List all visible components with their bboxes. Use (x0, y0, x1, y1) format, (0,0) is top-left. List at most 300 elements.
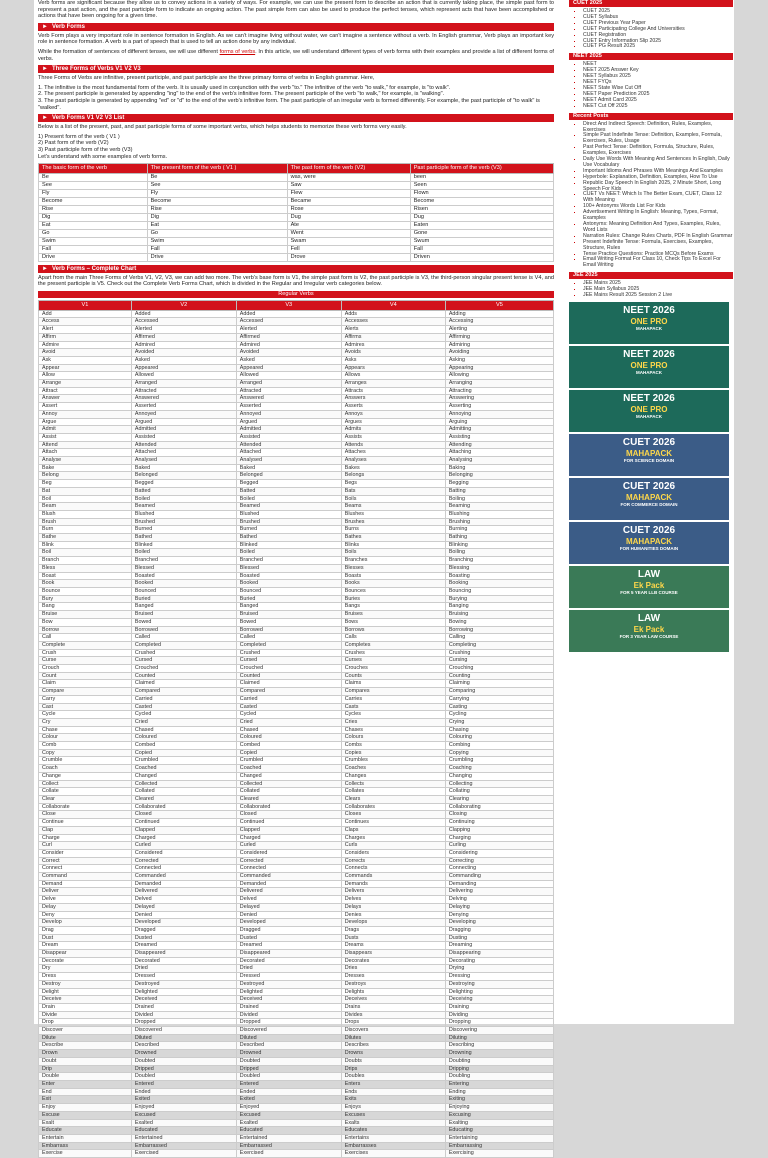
table-cell: Begs (341, 480, 445, 488)
table-cell: Boiling (445, 549, 553, 557)
table-cell: Belonging (445, 472, 553, 480)
table-cell: Bows (341, 618, 445, 626)
table-cell: Booking (445, 580, 553, 588)
table-cell: Cast (39, 703, 132, 711)
table-cell: Delved (236, 896, 341, 904)
table-cell: Dreaming (445, 942, 553, 950)
table-cell: Describes (341, 1042, 445, 1050)
table-cell: Exalt (39, 1119, 132, 1127)
table-body (39, 173, 554, 261)
table-cell: Comb (39, 742, 132, 750)
table-cell: Dressed (131, 973, 236, 981)
table-row (39, 572, 554, 580)
table-cell: Collect (39, 780, 132, 788)
promo-banner[interactable] (569, 434, 729, 476)
table-row (39, 950, 554, 958)
table-cell: Entertain (39, 1134, 132, 1142)
table-row (39, 1119, 554, 1127)
sidebar-link-label: CUET Entry Information Slip 2025 (583, 37, 662, 44)
table-cell: Swim (39, 237, 148, 245)
table-cell: Dripping (445, 1065, 553, 1073)
promo-banner[interactable] (569, 566, 729, 608)
sidebar-link-label: CUET Syllabus (583, 13, 619, 20)
table-row (39, 980, 554, 988)
promo-banner[interactable] (569, 610, 729, 652)
table-cell: Crush (39, 649, 132, 657)
sidebar-list (569, 62, 733, 109)
table-cell: Educate (39, 1127, 132, 1135)
table-row (39, 229, 554, 237)
table-cell: Collaborated (131, 803, 236, 811)
table-cell: Buries (341, 595, 445, 603)
table-row (39, 1096, 554, 1104)
list-item: 3. The past participle is generated by appending "ed" or "d" to the end of the verb's infinitive form. The past participle of an irregular verb is formed differently. For example, the past participle of "to walk" is "walked". (38, 97, 540, 111)
intro-paragraph: Verb forms are significant because they allow us to convey actions in a variety of ways. For example, we can use the present form to describe an action that is currently taking place, the simple past form to represent a past action, and the past participle form to indicate an ongoing action. The past simple form can also be used to produce the perfect tenses, which represent acts that have been accomplished or actions that have been ongoing for a given time. (38, 0, 554, 20)
table-cell: Developing (445, 919, 553, 927)
table-row (39, 1011, 554, 1019)
table-cell: Argued (131, 418, 236, 426)
table-cell: Drag (39, 926, 132, 934)
table-cell: Delays (341, 903, 445, 911)
table-row (39, 896, 554, 904)
sidebar-link-label: Past Perfect Tense: Definition, Formula, Structure, Rules, Examples, Exercises (583, 144, 715, 157)
table-cell: Copies (341, 749, 445, 757)
table-cell: Entertains (341, 1134, 445, 1142)
table-cell: Ending (445, 1088, 553, 1096)
banner-line-2: ONE PRO (630, 404, 668, 414)
table-cell: Asserting (445, 403, 553, 411)
table-cell: Claiming (445, 680, 553, 688)
table-cell: Dried (131, 965, 236, 973)
table-cell: Exercising (445, 1150, 553, 1158)
table-cell: Disappearing (445, 950, 553, 958)
table-cell: Bruising (445, 611, 553, 619)
table-cell: Dream (39, 942, 132, 950)
list-item: 2. The present participle is generated by appending "ing" to the end of the verb's infinitive form. The present participle of the verb "to walk," for example, is "walking". (38, 91, 445, 98)
table-cell: Attaches (341, 449, 445, 457)
table-row (39, 742, 554, 750)
table-cell: Cleared (236, 795, 341, 803)
sidebar-link-label: 100+ Antonyms Words List For Kids (583, 203, 666, 210)
table-cell: Crumbling (445, 757, 553, 765)
table-cell: Banged (236, 603, 341, 611)
table-row (39, 695, 554, 703)
table-cell: Casted (236, 703, 341, 711)
table-cell: Calls (341, 634, 445, 642)
table-cell: Comparing (445, 688, 553, 696)
table-cell: Demand (39, 880, 132, 888)
table-row (39, 873, 554, 881)
table-cell: Delivering (445, 888, 553, 896)
table-cell: Entered (131, 1081, 236, 1089)
table-cell: Brush (39, 518, 132, 526)
table-row (39, 626, 554, 634)
table-cell: Curled (236, 842, 341, 850)
table-cell: Cries (341, 718, 445, 726)
promo-banner[interactable] (569, 522, 729, 564)
table-cell: Boiling (445, 495, 553, 503)
table-row (39, 1104, 554, 1112)
table-cell: Crouched (131, 665, 236, 673)
sidebar-link-label: CUET Vs NEET: Which Is The Better Exam, CUET, Class 12 With Meaning (583, 191, 722, 204)
table-cell: Call (39, 634, 132, 642)
table-cell: Decorated (236, 957, 341, 965)
table-cell: Delivered (131, 888, 236, 896)
banner-line-3: MAHAPACK (636, 369, 662, 375)
sidebar-link[interactable] (583, 257, 733, 269)
table-cell: Admired (236, 341, 341, 349)
table-cell: Crouching (445, 665, 553, 673)
table-cell: Flown (410, 189, 553, 197)
table-cell: Fell (287, 245, 410, 253)
sidebar-link[interactable] (583, 44, 733, 50)
table-cell: Completes (341, 641, 445, 649)
table-cell: Dry (39, 965, 132, 973)
table-cell: Argue (39, 418, 132, 426)
table-row (39, 495, 554, 503)
table-cell: Delve (39, 896, 132, 904)
table-cell: Bounces (341, 588, 445, 596)
table-cell: Collaborates (341, 803, 445, 811)
table-cell: Flew (287, 189, 410, 197)
banner-line-3: FOR COMMERCE DOMAIN (620, 501, 678, 507)
table-cell: Claim (39, 680, 132, 688)
banner-line-1: NEET 2026 (623, 304, 675, 316)
table-cell: Asserted (131, 403, 236, 411)
table-cell: Deceived (236, 996, 341, 1004)
table-cell: Baked (236, 464, 341, 472)
banner-line-2: MAHAPACK (625, 492, 673, 502)
table-cell: Chased (236, 726, 341, 734)
table-cell: Disappear (39, 950, 132, 958)
table-cell: Bounced (131, 588, 236, 596)
table-cell: Banged (131, 603, 236, 611)
table-cell: Admits (341, 426, 445, 434)
sidebar-link-label: Direct And Indirect Speech: Definition, Rules, Examples, Exercises (583, 120, 713, 133)
list-item: 1) Present form of the verb ( V1 ) (38, 133, 120, 140)
table-cell: Arguing (445, 418, 553, 426)
table-cell: Become (410, 197, 553, 205)
regular-verbs-table (38, 300, 554, 1158)
sidebar (569, 0, 733, 654)
table-cell: Collaborate (39, 803, 132, 811)
table-cell: Affirmed (236, 333, 341, 341)
table-cell: Deceived (131, 996, 236, 1004)
banner-line-2: MAHAPACK (625, 448, 673, 458)
table-cell: Doubling (445, 1073, 553, 1081)
table-row (39, 1150, 554, 1158)
table-cell: Discover (39, 1027, 132, 1035)
table-row (39, 518, 554, 526)
banner-line-1: LAW (637, 612, 661, 624)
table-cell: Begging (445, 480, 553, 488)
table-row (39, 480, 554, 488)
table-row (39, 926, 554, 934)
table-cell: Dried (236, 965, 341, 973)
table-cell: Deceiving (445, 996, 553, 1004)
table-cell: Fall (410, 245, 553, 253)
banner-line-3: MAHAPACK (636, 413, 662, 419)
table-cell: Continuing (445, 819, 553, 827)
table-cell: Avoided (131, 349, 236, 357)
table-cell: Dripped (131, 1065, 236, 1073)
page (34, 0, 734, 1157)
table-cell: Eat (147, 221, 287, 229)
table-row (39, 1073, 554, 1081)
table-cell: Embarrassing (445, 1142, 553, 1150)
table-cell: Considered (131, 849, 236, 857)
sidebar-list (569, 9, 733, 50)
sidebar-list (569, 122, 733, 270)
table-cell: See (147, 181, 287, 189)
table-cell: Swim (147, 237, 287, 245)
table-cell: Denied (131, 911, 236, 919)
table-cell: Dragging (445, 926, 553, 934)
table-cell: Crouch (39, 665, 132, 673)
table-row (39, 205, 554, 213)
table-cell: Commands (341, 873, 445, 881)
table-cell: Deny (39, 911, 132, 919)
banner-line-1: CUET 2026 (622, 436, 676, 448)
table-cell: Copied (131, 749, 236, 757)
table-cell: Crushing (445, 649, 553, 657)
table-cell: Collected (236, 780, 341, 788)
table-cell: Boasts (341, 572, 445, 580)
table-cell: Drive (147, 253, 287, 261)
table-cell: Combed (131, 742, 236, 750)
table-cell: Answer (39, 395, 132, 403)
table-cell: Become (147, 197, 287, 205)
table-cell: Dig (39, 213, 148, 221)
table-cell: Dripped (236, 1065, 341, 1073)
table-row (39, 996, 554, 1004)
table-cell: Brushed (131, 518, 236, 526)
table-cell: Delighted (131, 988, 236, 996)
table-row (39, 757, 554, 765)
table-cell: Boils (341, 549, 445, 557)
table-cell: Collecting (445, 780, 553, 788)
promo-banner[interactable] (569, 478, 729, 520)
table-cell: Entering (445, 1081, 553, 1089)
table-cell: Clear (39, 795, 132, 803)
table-cell: Avoids (341, 349, 445, 357)
table-cell: Clears (341, 795, 445, 803)
table-cell: Collate (39, 788, 132, 796)
table-cell: Buried (236, 595, 341, 603)
table-cell: Accessed (236, 318, 341, 326)
table-cell: Drown (39, 1050, 132, 1058)
promo-banner[interactable] (569, 302, 729, 344)
table-cell: Coached (236, 765, 341, 773)
table-row (39, 410, 554, 418)
table-cell: Boasted (131, 572, 236, 580)
table-cell: Corrected (131, 857, 236, 865)
banner-line-3: FOR HUMANITIES DOMAIN (619, 545, 679, 551)
section-heading-verb-list: ► Verb Forms V1 V2 V3 List (38, 114, 554, 122)
table-cell: Doubted (236, 1057, 341, 1065)
table-cell: Excused (131, 1111, 236, 1119)
table-cell: Asked (131, 356, 236, 364)
table-cell: Dragged (236, 926, 341, 934)
table-cell: Bless (39, 564, 132, 572)
table-cell: Books (341, 580, 445, 588)
table-cell: Carried (236, 695, 341, 703)
table-cell: Banging (445, 603, 553, 611)
table-row (39, 1050, 554, 1058)
table-cell: Burns (341, 526, 445, 534)
table-cell: Combs (341, 742, 445, 750)
banner-line-1: CUET 2026 (622, 524, 676, 536)
table-row (39, 819, 554, 827)
table-cell: Assisting (445, 433, 553, 441)
table-row (39, 1142, 554, 1150)
table-cell: Branches (341, 557, 445, 565)
table-cell: Beamed (131, 503, 236, 511)
table-cell: Alerted (236, 326, 341, 334)
table-cell: Coach (39, 765, 132, 773)
promo-banner[interactable] (569, 346, 729, 388)
sidebar-link[interactable] (583, 293, 733, 299)
table-cell: Ate (287, 221, 410, 229)
table-cell: Enjoy (39, 1104, 132, 1112)
table-cell: Blink (39, 541, 132, 549)
sidebar-list (569, 281, 733, 299)
table-cell: Diluted (131, 1034, 236, 1042)
table-cell: Bounced (236, 588, 341, 596)
table-cell: Begged (131, 480, 236, 488)
table-row (39, 795, 554, 803)
table-cell: Blinked (131, 541, 236, 549)
table-cell: Exercises (341, 1150, 445, 1158)
table-cell: Collated (131, 788, 236, 796)
table-cell: Compared (236, 688, 341, 696)
table-cell: Brushing (445, 518, 553, 526)
table-cell: Disappears (341, 950, 445, 958)
table-row (39, 1127, 554, 1135)
table-cell: Excuse (39, 1111, 132, 1119)
sidebar-link-label: Narration Rules: Change Rules Charts, PDF In English Grammar (583, 232, 733, 239)
table-row (39, 842, 554, 850)
table-row (39, 618, 554, 626)
table-cell: Discovering (445, 1027, 553, 1035)
table-cell: Double (39, 1073, 132, 1081)
table-cell: Exercise (39, 1150, 132, 1158)
table-cell: Deceive (39, 996, 132, 1004)
table-cell: Boast (39, 572, 132, 580)
table-row (39, 703, 554, 711)
table-cell: See (39, 181, 148, 189)
sidebar-link-label: JEE Mains Result 2025 Session 2 Live (583, 292, 673, 299)
sidebar-link[interactable] (583, 104, 733, 110)
table-cell: Delivers (341, 888, 445, 896)
table-cell: Belong (39, 472, 132, 480)
table-cell: Allowing (445, 372, 553, 380)
table-cell: Crouches (341, 665, 445, 673)
table-cell: Educated (236, 1127, 341, 1135)
table-cell: Attends (341, 441, 445, 449)
table-cell: Go (147, 229, 287, 237)
table-cell: Burn (39, 526, 132, 534)
banner-line-2: MAHAPACK (625, 536, 673, 546)
table-cell: Attended (236, 441, 341, 449)
table-cell: Drip (39, 1065, 132, 1073)
table-cell: Charges (341, 834, 445, 842)
table-cell: Dragged (131, 926, 236, 934)
table-row (39, 857, 554, 865)
table-cell: Coloured (236, 734, 341, 742)
table-cell: Attached (131, 449, 236, 457)
table-cell: Collected (131, 780, 236, 788)
table-cell: Eaten (410, 221, 553, 229)
table-cell: Delaying (445, 903, 553, 911)
table-cell: been (410, 173, 553, 181)
sidebar-link-label: NEET 2025 Answer Key (583, 67, 639, 74)
table-cell: Carried (131, 695, 236, 703)
sidebar-link-label: NEET State Wise Cut Off (583, 84, 642, 91)
table-cell: Dress (39, 973, 132, 981)
table-cell: Appeared (131, 364, 236, 372)
table-cell: Educated (131, 1127, 236, 1135)
sidebar-link-label: JEE Mains 2025 (583, 280, 621, 287)
table-cell: Charge (39, 834, 132, 842)
sidebar-link-label: Advertisement Writing In English: Meaning, Types, Format, Examples (583, 209, 719, 222)
table-cell: Attracted (131, 387, 236, 395)
table-cell: Developed (236, 919, 341, 927)
table-cell: Destroy (39, 980, 132, 988)
table-row (39, 1111, 554, 1119)
table-cell: Dropping (445, 1019, 553, 1027)
table-cell: Fly (147, 189, 287, 197)
table-row (39, 811, 554, 819)
table-row (39, 711, 554, 719)
table-cell: Booked (131, 580, 236, 588)
forms-of-verbs-link[interactable]: forms of verbs (219, 48, 256, 55)
sidebar-link-label: Present Indefinite Tense: Formula, Exercises, Examples, Structure, Rules (583, 238, 713, 251)
table-cell: Bathes (341, 534, 445, 542)
table-cell: Annoy (39, 410, 132, 418)
table-cell: Commanded (236, 873, 341, 881)
table-cell: Dug (287, 213, 410, 221)
table-row (39, 1042, 554, 1050)
table-cell: Fly (39, 189, 148, 197)
table-cell: Continue (39, 819, 132, 827)
three-forms-list (38, 85, 554, 111)
table-row (39, 341, 554, 349)
table-cell: Disappeared (131, 950, 236, 958)
table-row (39, 657, 554, 665)
table-cell: Alert (39, 326, 132, 334)
section-heading-complete-chart: ► Verb Forms – Complete Chart (38, 265, 554, 273)
table-row (39, 472, 554, 480)
table-cell: Drained (131, 1003, 236, 1011)
table-row (39, 934, 554, 942)
table-cell: Arranges (341, 380, 445, 388)
table-cell: Accesses (341, 318, 445, 326)
table-cell: Coached (131, 765, 236, 773)
table-cell: Admitted (131, 426, 236, 434)
table-cell: Counts (341, 672, 445, 680)
table-cell: Burning (445, 526, 553, 534)
table-cell: Cycles (341, 711, 445, 719)
table-cell: Alerted (131, 326, 236, 334)
table-cell: Divides (341, 1011, 445, 1019)
table-cell: Crouched (236, 665, 341, 673)
table-cell: Copying (445, 749, 553, 757)
table-cell: Analyses (341, 457, 445, 465)
promo-banner[interactable] (569, 390, 729, 432)
table-cell: Annoys (341, 410, 445, 418)
sidebar-link-label: CUET 2025 (583, 8, 611, 14)
